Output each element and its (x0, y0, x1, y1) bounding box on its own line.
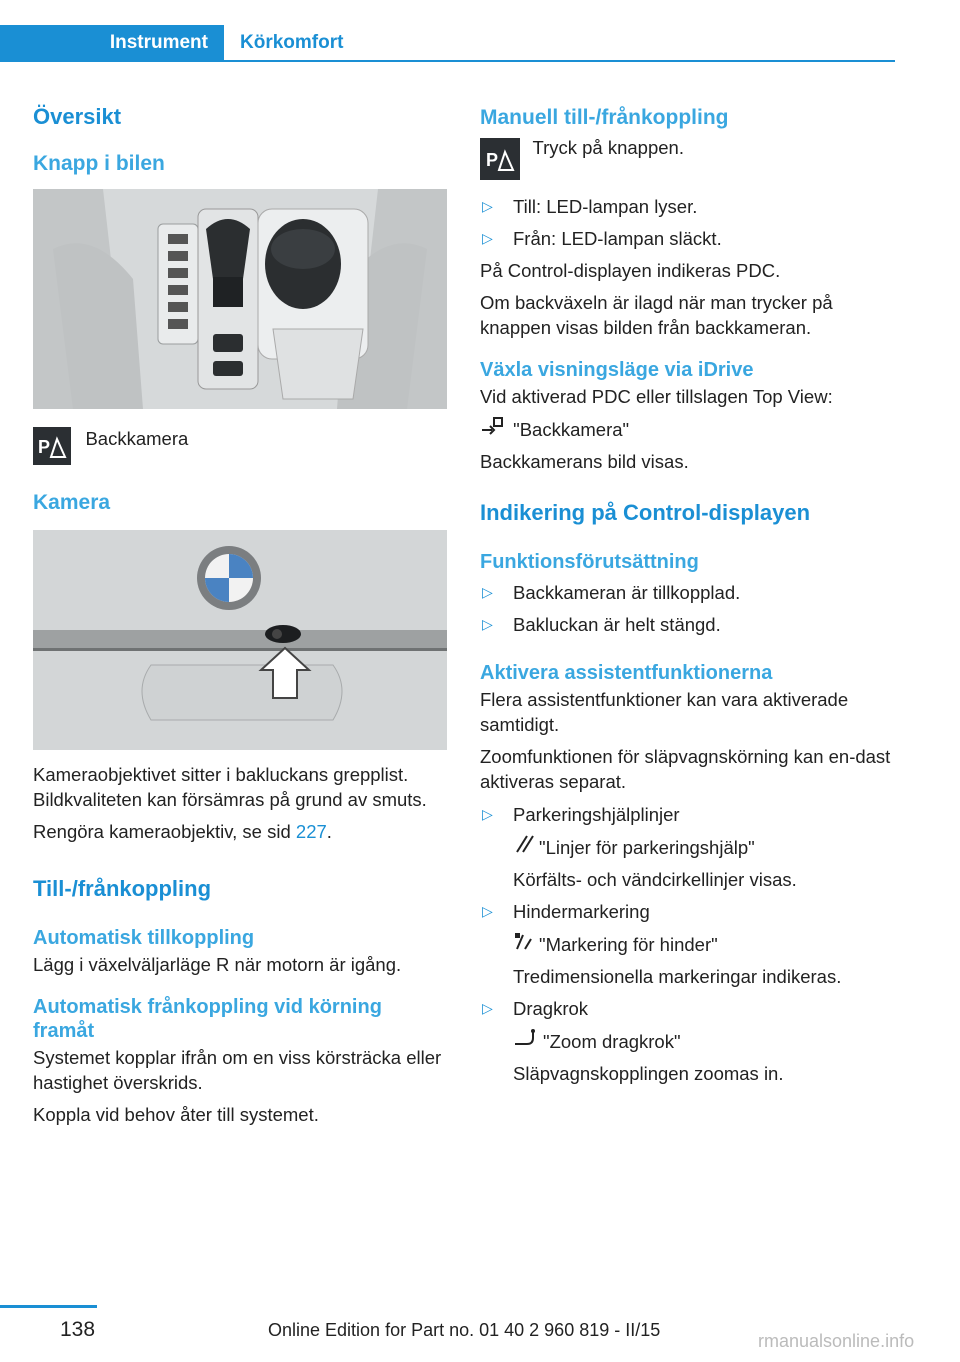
auto-till-paragraph: Lägg i växelväljarläge R när motorn är igång. (33, 954, 402, 975)
backvaxel-paragraph: Om backväxeln är ilagd när man trycker på knappen visas bilden från backkameran. (480, 292, 833, 338)
parking-lines-icon (513, 834, 539, 860)
heading-aktivera: Aktivera assistentfunktionerna (480, 662, 773, 684)
heading-vaxla: Växla visningsläge via iDrive (480, 359, 754, 381)
kamera-p2-suffix: . (326, 821, 332, 842)
list-item (480, 612, 900, 637)
heading-oversikt: Översikt (33, 104, 122, 129)
camera-menu-icon (480, 416, 508, 442)
list-item (480, 194, 900, 219)
footer-rule (0, 1305, 97, 1308)
funktion-list (480, 580, 900, 637)
camera-tailgate-photo (33, 530, 447, 750)
heading-automatisk-till: Automatisk tillkoppling (33, 927, 255, 949)
heading-kamera: Kamera (33, 491, 111, 514)
tow-hook-icon (513, 1028, 543, 1054)
assist-list (480, 802, 900, 1086)
header-rule (0, 60, 895, 62)
triangle-bullet-icon: ▷ (482, 1000, 493, 1016)
backkamera-menu-label: "Backkamera" (513, 419, 630, 440)
flera-paragraph: Flera assistentfunktioner kan vara aktiverade samtidigt. (480, 689, 849, 735)
triangle-bullet-icon: ▷ (482, 230, 493, 246)
triangle-bullet-icon: ▷ (482, 584, 493, 600)
list-item-sub (480, 867, 900, 892)
right-column (480, 100, 900, 1086)
zoom-paragraph: Zoomfunktionen för släpvagnskörning kan en-dast aktiveras separat. (480, 746, 891, 792)
page-link-227[interactable]: 227 (295, 821, 327, 842)
heading-indikering: Indikering på Control-displayen (480, 500, 811, 525)
kamera-p2-prefix: Rengöra kameraobjektiv, se sid (33, 821, 296, 842)
kamera-paragraph-2 (33, 819, 447, 844)
list-item-text: Hindermarkering (513, 901, 650, 922)
list-item-sub (480, 1028, 900, 1054)
list-item-text: "Zoom dragkrok" (543, 1031, 681, 1052)
backkamera-menu-line (480, 416, 900, 442)
list-item-text: "Markering för hinder" (539, 934, 718, 955)
tryck-row (480, 138, 900, 180)
list-item-text: Från: LED-lampan släckt. (513, 228, 722, 249)
list-item-text: Släpvagnskopplingen zoomas in. (513, 1063, 784, 1084)
list-item (480, 996, 900, 1021)
center-console-photo (33, 189, 447, 409)
watermark-text: rmanualsonline.info (758, 1331, 915, 1351)
triangle-bullet-icon: ▷ (482, 198, 493, 214)
list-item (480, 580, 900, 605)
tryck-text: Tryck på knappen. (532, 137, 684, 158)
list-item-text: Bakluckan är helt stängd. (513, 614, 721, 635)
online-edition-text: Online Edition for Part no. 01 40 2 960 819 - II/15 (268, 1320, 661, 1340)
bild-paragraph: Backkamerans bild visas. (480, 451, 689, 472)
page-number: 138 (60, 1318, 96, 1341)
heading-automatisk-fran: Automatisk frånkoppling vid körning framåt (33, 996, 382, 1042)
list-item (480, 899, 900, 924)
kamera-paragraph-1: Kameraobjektivet sitter i bakluckans grepplist. Bildkvaliteten kan försämras på grund av smuts. (33, 764, 427, 810)
list-item (480, 802, 900, 827)
list-item-text: Till: LED-lampan lyser. (513, 196, 698, 217)
obstacle-marking-icon (513, 931, 539, 957)
heading-knapp: Knapp i bilen (33, 152, 165, 175)
header-tabs (0, 25, 895, 62)
tab-korkomfort[interactable]: Körkomfort (240, 32, 344, 53)
svg-text:P: P (38, 437, 51, 457)
backkamera-button-row (33, 427, 447, 467)
tab-instrument[interactable]: Instrument (0, 25, 224, 62)
left-column (33, 100, 447, 1127)
list-item-text: Backkameran är tillkopplad. (513, 582, 741, 603)
list-item-text: Körfälts- och vändcirkellinjer visas. (513, 869, 797, 890)
led-list (480, 194, 900, 251)
list-item-sub (480, 1061, 900, 1086)
list-item-text: Parkeringshjälplinjer (513, 804, 680, 825)
pdc-button-icon (480, 138, 520, 180)
auto-fran-paragraph-2: Koppla vid behov åter till systemet. (33, 1104, 319, 1125)
list-item-sub (480, 931, 900, 957)
list-item (480, 226, 900, 251)
heading-manuell: Manuell till-/frånkoppling (480, 106, 729, 129)
triangle-bullet-icon: ▷ (482, 903, 493, 919)
list-item-sub (480, 964, 900, 989)
list-item-text: Dragkrok (513, 998, 589, 1019)
pdc-camera-icon (33, 427, 71, 465)
list-item-text: Tredimensionella markeringar indikeras. (513, 966, 842, 987)
backkamera-button-label: Backkamera (85, 428, 189, 449)
triangle-bullet-icon: ▷ (482, 806, 493, 822)
vid-paragraph: Vid aktiverad PDC eller tillslagen Top View: (480, 386, 833, 407)
auto-fran-paragraph-1: Systemet kopplar ifrån om en viss körsträcka eller hastighet överskrids. (33, 1047, 442, 1093)
heading-funktion: Funktionsförutsättning (480, 551, 699, 573)
heading-till-fran: Till-/frånkoppling (33, 876, 212, 901)
triangle-bullet-icon: ▷ (482, 616, 493, 632)
list-item-text: "Linjer för parkeringshjälp" (539, 837, 755, 858)
svg-text:P: P (486, 150, 499, 170)
list-item-sub (480, 834, 900, 860)
pdc-paragraph: På Control-displayen indikeras PDC. (480, 260, 781, 281)
